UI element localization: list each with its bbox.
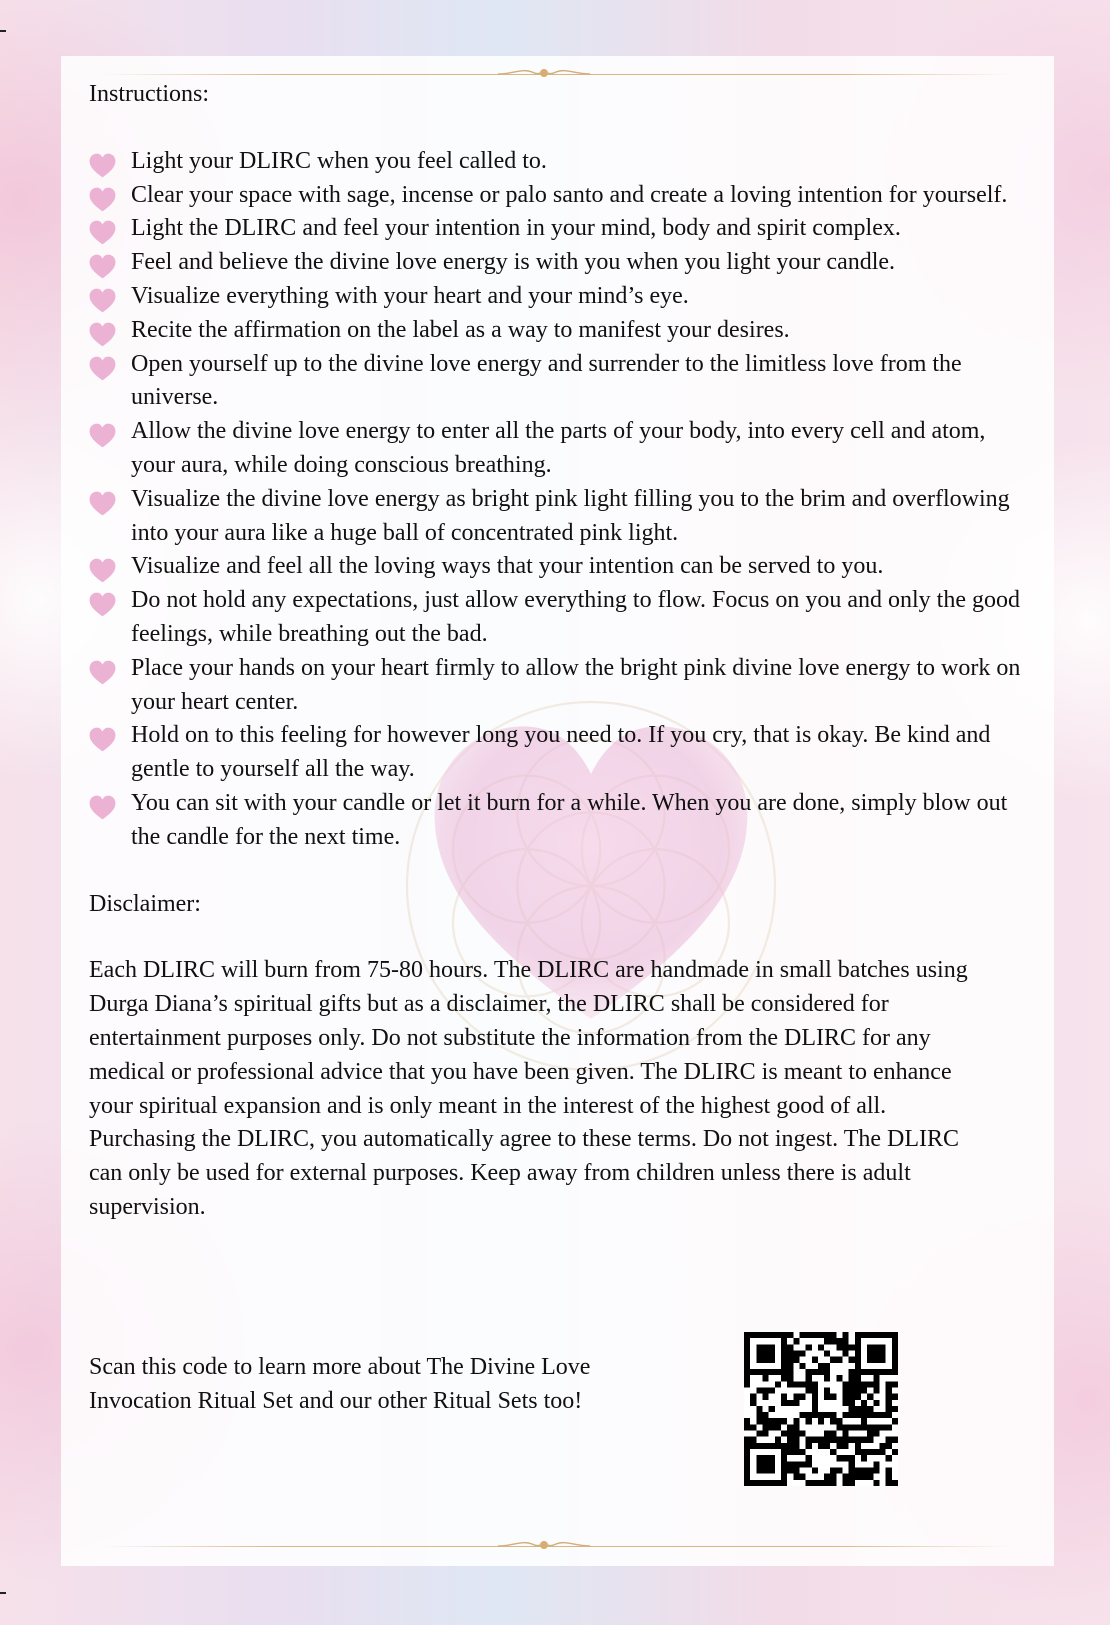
- instruction-step-text: Open yourself up to the divine love energy and surrender to the limitless love from the universe.: [131, 350, 962, 411]
- scan-prompt-text: Scan this code to learn more about The Divine Love Invocation Ritual Set and our other Ritual Sets too!: [89, 1354, 591, 1414]
- instruction-step-text: Visualize everything with your heart and your mind’s eye.: [131, 282, 689, 309]
- instruction-step-text: Visualize and feel all the loving ways that your intention can be served to you.: [131, 553, 884, 580]
- instruction-step: [89, 584, 1029, 652]
- heart-icon: [89, 153, 116, 178]
- instruction-step-text: Allow the divine love energy to enter all the parts of your body, into every cell and atom, your aura, while doing conscious breathing.: [131, 418, 986, 478]
- heart-icon: [89, 727, 116, 752]
- heart-icon: [89, 220, 116, 245]
- qr-code-icon[interactable]: [744, 1332, 898, 1486]
- bottom-flourish-icon: [496, 1537, 592, 1555]
- instruction-step-text: Light your DLIRC when you feel called to.: [131, 147, 547, 174]
- crop-mark-bottom: [0, 1592, 6, 1594]
- heart-icon: [89, 795, 116, 820]
- instruction-step: [89, 483, 1029, 551]
- instruction-step: [89, 145, 1029, 179]
- instruction-step: [89, 348, 1029, 416]
- instruction-steps-list: [89, 145, 1029, 855]
- heart-icon: [89, 254, 116, 279]
- heart-icon: [89, 592, 116, 617]
- instruction-step: [89, 652, 1029, 720]
- heart-icon: [89, 187, 116, 212]
- instruction-card: [61, 56, 1054, 1566]
- instruction-step: [89, 246, 1029, 280]
- instruction-step: [89, 787, 1029, 855]
- disclaimer-text: Each DLIRC will burn from 75-80 hours. The DLIRC are handmade in small batches using Durga Diana’s spiritual gifts but as a disclaimer, the DLIRC shall be considered for entertainment purposes only. Do not substitute the information from the DLIRC for any medical or professional advice that you have been given. The DLIRC is meant to enhance your spiritual expansion and is only meant in the interest of the highest good of all. Purchasing the DLIRC, you automatically agree to these terms. Do not ingest. The DLIRC can only be used for external purposes. Keep away from children unless there is adult supervision.: [89, 957, 968, 1220]
- instruction-step: [89, 280, 1029, 314]
- heart-icon: [89, 558, 116, 583]
- instruction-step-text: Recite the affirmation on the label as a way to manifest your desires.: [131, 316, 790, 343]
- instruction-step: [89, 179, 1029, 213]
- instruction-step: [89, 415, 1029, 483]
- heart-icon: [89, 660, 116, 685]
- main-content: [89, 78, 1029, 1225]
- instruction-step: [89, 550, 1029, 584]
- instruction-step-text: Hold on to this feeling for however long you need to. If you cry, that is okay. Be kind and gentle to yourself all the way.: [131, 722, 991, 783]
- heart-icon: [89, 322, 116, 347]
- instruction-step: [89, 314, 1029, 348]
- instruction-step-text: Clear your space with sage, incense or palo santo and create a loving intention for yourself.: [131, 181, 1008, 208]
- instruction-step: [89, 212, 1029, 246]
- crop-mark-top: [0, 30, 6, 32]
- instruction-step-text: Visualize the divine love energy as bright pink light filling you to the brim and overflowing into your aura like a huge ball of concentrated pink light.: [131, 485, 1010, 546]
- instructions-heading: Instructions:: [89, 81, 209, 107]
- heart-icon: [89, 356, 116, 381]
- instruction-step-text: Light the DLIRC and feel your intention in your mind, body and spirit complex.: [131, 215, 901, 242]
- heart-icon: [89, 423, 116, 448]
- instruction-step-text: Feel and believe the divine love energy is with you when you light your candle.: [131, 249, 896, 276]
- instruction-step-text: You can sit with your candle or let it burn for a while. When you are done, simply blow out the candle for the next time.: [131, 789, 1008, 850]
- heart-icon: [89, 288, 116, 313]
- disclaimer-heading: Disclaimer:: [89, 890, 201, 917]
- instruction-step-text: Do not hold any expectations, just allow everything to flow. Focus on you and only the good feelings, while breathing out the bad.: [131, 587, 1020, 647]
- instruction-step-text: Place your hands on your heart firmly to allow the bright pink divine love energy to work on your heart center.: [131, 654, 1021, 715]
- instruction-step: [89, 719, 1029, 787]
- heart-icon: [89, 491, 116, 516]
